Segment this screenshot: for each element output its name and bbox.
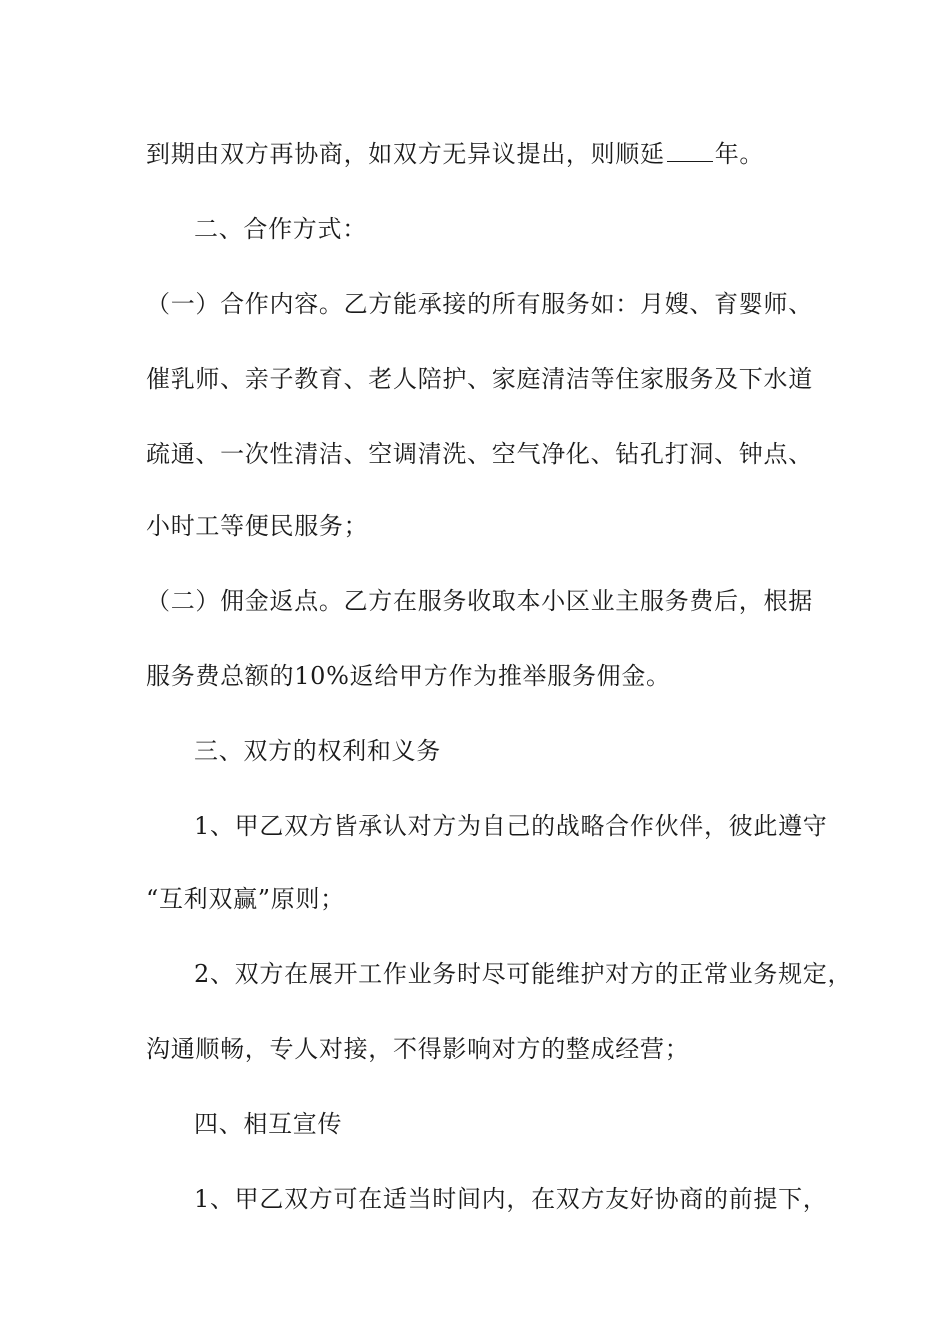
section-heading-cooperation-method: 二、合作方式： xyxy=(194,215,367,243)
text-line-cooperation-content-4: 小时工等便民服务； xyxy=(146,512,369,540)
renewal-text-end: 年。 xyxy=(714,140,765,168)
text-line-commission-1: （二）佣金返点。乙方在服务收取本小区业主服务费后，根据 xyxy=(146,587,813,615)
text-line-rights-2a: 2、双方在展开工作业务时尽可能维护对方的正常业务规定， xyxy=(194,960,853,988)
text-line-cooperation-content-3: 疏通、一次性清洁、空调清洗、空气净化、钻孔打洞、钟点、 xyxy=(146,440,813,468)
renewal-years-blank xyxy=(667,141,713,162)
text-line-promotion-1: 1、甲乙双方可在适当时间内，在双方友好协商的前提下， xyxy=(194,1185,828,1213)
section-heading-mutual-promotion: 四、相互宣传 xyxy=(194,1110,343,1138)
text-line-cooperation-content-1: （一）合作内容。乙方能承接的所有服务如：月嫂、育婴师、 xyxy=(146,290,813,318)
text-line-rights-1b: “互利双赢”原则； xyxy=(146,885,345,913)
section-heading-rights-obligations: 三、双方的权利和义务 xyxy=(194,737,441,765)
text-line-rights-1a: 1、甲乙双方皆承认对方为自己的战略合作伙伴，彼此遵守 xyxy=(194,812,828,840)
text-line-rights-2b: 沟通顺畅，专人对接，不得影响对方的整成经营； xyxy=(146,1035,690,1063)
text-line-renewal xyxy=(146,139,764,169)
text-line-commission-2: 服务费总额的10%返给甲方作为推举服务佣金。 xyxy=(146,662,671,690)
renewal-text-start: 到期由双方再协商，如双方无异议提出，则顺延 xyxy=(146,140,665,168)
text-line-cooperation-content-2: 催乳师、亲子教育、老人陪护、家庭清洁等住家服务及下水道 xyxy=(146,365,813,393)
